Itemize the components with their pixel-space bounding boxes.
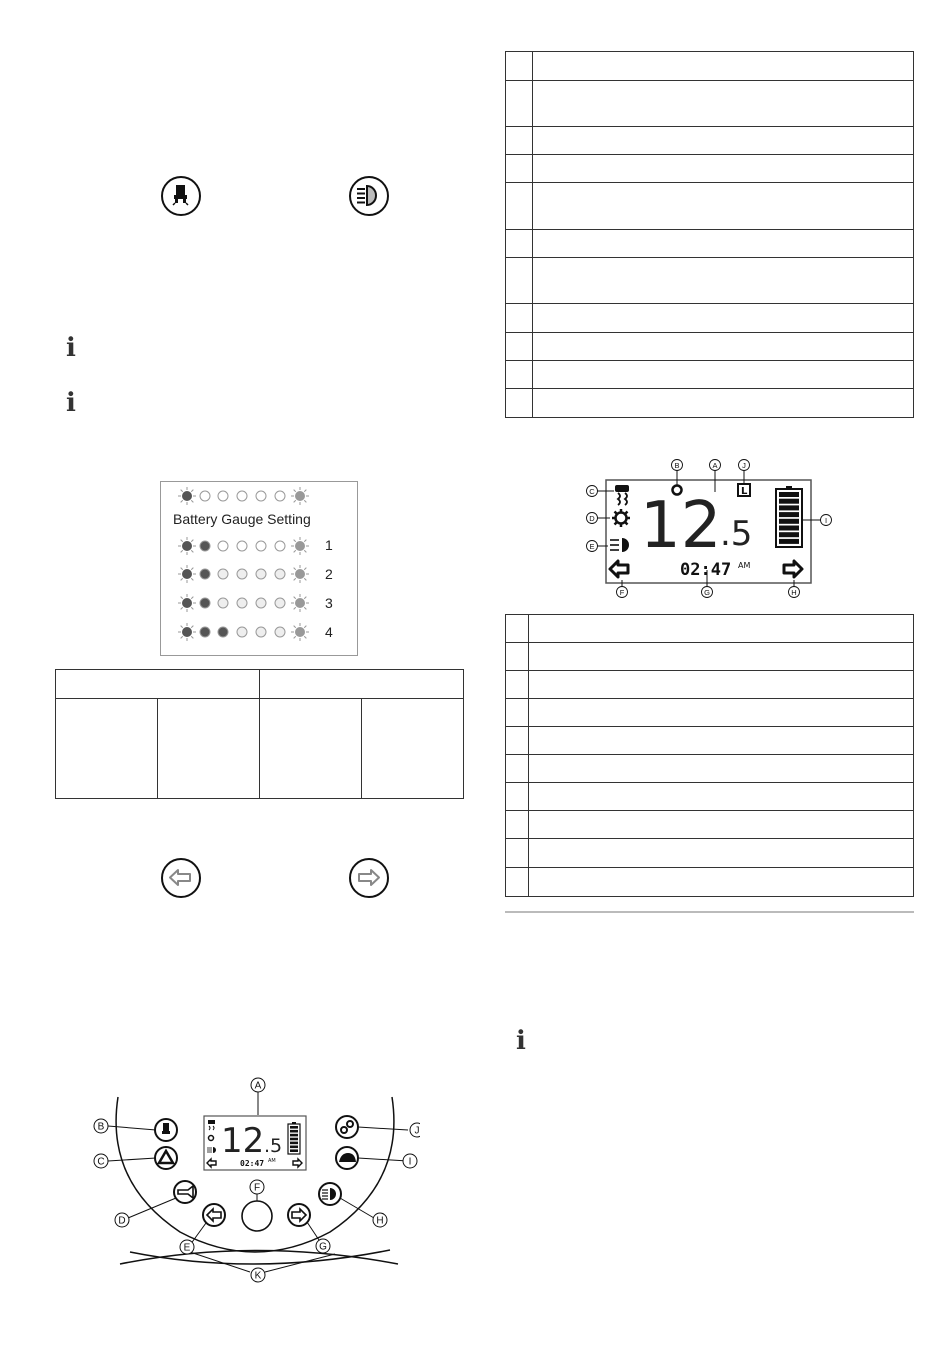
- gauge-led: [291, 623, 309, 641]
- table-cell: [529, 868, 914, 897]
- callout-label: C: [589, 487, 595, 496]
- callout-label: B: [674, 461, 680, 470]
- table-cell: [506, 183, 533, 230]
- seat-icon: [615, 485, 629, 505]
- table-cell: [260, 699, 362, 799]
- table-cell: [506, 304, 533, 333]
- gauge-led: [178, 565, 196, 583]
- gauge-led: [256, 569, 266, 579]
- panel-speed-decimal: .5: [264, 1135, 283, 1157]
- gauge-row-label: 2: [325, 566, 333, 582]
- seat-lift-icon: [163, 178, 198, 213]
- battery-bar: [779, 519, 799, 524]
- table-cell: [533, 304, 914, 333]
- table-cell: [506, 258, 533, 304]
- table-cell: [506, 155, 533, 183]
- table-cell: [529, 727, 914, 755]
- gauge-led: [256, 627, 266, 637]
- gauge-led: [218, 569, 228, 579]
- callout-label: K: [254, 1270, 262, 1282]
- left-arrow-icon: [207, 1159, 216, 1167]
- gauge-led: [256, 541, 266, 551]
- gauge-led: [218, 541, 228, 551]
- panel-speed-main: 12: [221, 1121, 265, 1161]
- table-cell: [533, 230, 914, 258]
- gauge-led: [237, 627, 247, 637]
- lcd-clock-suffix: AM: [738, 561, 751, 570]
- gauge-led: [237, 541, 247, 551]
- callout-label: C: [97, 1156, 105, 1168]
- table-cell: [533, 81, 914, 127]
- table-cell: [533, 258, 914, 304]
- headlight-indicator-icon: [610, 538, 629, 552]
- control-panel-diagram: [90, 1072, 420, 1312]
- right-arrow-icon: [784, 561, 802, 577]
- table-cell: [533, 127, 914, 155]
- table-cell: [529, 839, 914, 868]
- callout-label: D: [118, 1215, 126, 1227]
- turtle-button[interactable]: [336, 1147, 358, 1169]
- gauge-led: [200, 598, 210, 608]
- gauge-led: [291, 537, 309, 555]
- callout-label: F: [619, 588, 625, 597]
- battery-gauge-title: Battery Gauge Setting: [173, 511, 311, 527]
- callout-label: H: [376, 1215, 384, 1227]
- battery-bars: [290, 1126, 298, 1152]
- info-icon: ℹ: [66, 388, 76, 418]
- table-cell: [56, 699, 158, 799]
- battery-bar: [779, 539, 799, 544]
- headlight-button[interactable]: [319, 1183, 341, 1205]
- info-icon: ℹ: [66, 333, 76, 363]
- table-cell: [56, 670, 260, 699]
- callout-label: H: [791, 588, 797, 597]
- power-button[interactable]: [242, 1201, 272, 1231]
- gauge-led: [291, 487, 309, 505]
- right-arrow-button-icon: [349, 858, 389, 898]
- table-cell: [533, 333, 914, 361]
- horn-button[interactable]: [174, 1181, 196, 1203]
- table-cell: [506, 839, 529, 868]
- gauge-row-label: 3: [325, 595, 333, 611]
- gauge-led: [200, 569, 210, 579]
- table-cell: [529, 671, 914, 699]
- gauge-led: [237, 598, 247, 608]
- gauge-led: [200, 627, 210, 637]
- panel-screen-icons: [207, 1120, 216, 1153]
- table-cell: [260, 670, 464, 699]
- gauge-led: [275, 569, 285, 579]
- table-cell: [529, 755, 914, 783]
- table-cell: [533, 361, 914, 389]
- right-bottom-table: [505, 614, 914, 897]
- table-cell: [506, 127, 533, 155]
- gauge-led: [275, 598, 285, 608]
- lcd-clock: 02:47: [680, 560, 732, 580]
- callout-label: A: [712, 461, 718, 470]
- gauge-led: [178, 487, 196, 505]
- battery-bar: [779, 499, 799, 504]
- seat-lift-button-icon: [161, 176, 201, 216]
- right-arrow-button[interactable]: [288, 1204, 310, 1226]
- table-cell: [529, 783, 914, 811]
- battery-bar: [290, 1130, 298, 1133]
- left-arrow-icon: [163, 860, 198, 895]
- section-divider: [505, 911, 914, 913]
- gauge-led: [218, 627, 228, 637]
- gauge-led: [218, 491, 228, 501]
- gauge-led: [237, 569, 247, 579]
- callout-label: J: [742, 461, 746, 470]
- table-cell: [506, 333, 533, 361]
- seat-lift-button[interactable]: [155, 1119, 177, 1141]
- headlight-button-icon: [349, 176, 389, 216]
- lcd-speed-main: 12: [640, 489, 722, 563]
- left-settings-table: [55, 669, 464, 799]
- table-cell: [506, 361, 533, 389]
- table-cell: [506, 783, 529, 811]
- callout-label: I: [408, 1156, 412, 1168]
- table-cell: [529, 643, 914, 671]
- right-arrow-icon: [351, 860, 386, 895]
- gauge-led: [200, 541, 210, 551]
- battery-bars: [779, 492, 799, 544]
- callout-label: F: [253, 1182, 261, 1194]
- callout-label: E: [183, 1242, 191, 1254]
- table-cell: [362, 699, 464, 799]
- gauge-led: [237, 491, 247, 501]
- table-cell: [158, 699, 260, 799]
- table-cell: [506, 868, 529, 897]
- panel-clock: 02:47: [240, 1159, 265, 1168]
- battery-bar: [290, 1142, 298, 1145]
- gauge-led: [200, 491, 210, 501]
- table-cell: [506, 52, 533, 81]
- battery-gauge-setting-box: [160, 481, 358, 656]
- gauge-led: [291, 565, 309, 583]
- left-arrow-button-icon: [161, 858, 201, 898]
- headlight-icon: [351, 178, 386, 213]
- battery-bar: [290, 1149, 298, 1152]
- gauge-led: [275, 627, 285, 637]
- callout-label: I: [824, 516, 828, 525]
- battery-bar: [290, 1126, 298, 1129]
- table-cell: [506, 699, 529, 727]
- hazard-button[interactable]: [155, 1147, 177, 1169]
- table-cell: [529, 811, 914, 839]
- table-cell: [533, 52, 914, 81]
- gauge-row-label: 4: [325, 624, 333, 640]
- left-arrow-button[interactable]: [203, 1204, 225, 1226]
- gauge-led: [218, 598, 228, 608]
- gauge-led: [178, 537, 196, 555]
- gauge-led: [256, 598, 266, 608]
- gauge-led: [178, 594, 196, 612]
- table-cell: [533, 389, 914, 418]
- battery-bar: [290, 1138, 298, 1141]
- table-cell: [506, 230, 533, 258]
- table-cell: [529, 699, 914, 727]
- battery-bar: [779, 532, 799, 537]
- callout-label: A: [254, 1080, 262, 1092]
- table-cell: [506, 811, 529, 839]
- callout-label: G: [319, 1241, 327, 1253]
- table-cell: [529, 615, 914, 643]
- table-cell: [506, 389, 533, 418]
- gauge-led: [275, 541, 285, 551]
- battery-bar: [779, 505, 799, 510]
- table-cell: [533, 183, 914, 230]
- lcd-speed-decimal: .5: [720, 514, 753, 554]
- gear-icon: [612, 509, 630, 527]
- battery-bar: [779, 526, 799, 531]
- callout-label: E: [589, 542, 595, 551]
- battery-bar: [779, 492, 799, 497]
- lock-glyph: L: [741, 486, 748, 497]
- table-cell: [506, 615, 529, 643]
- info-icon: ℹ: [516, 1026, 526, 1056]
- callout-label: B: [97, 1121, 105, 1133]
- gauge-row-label: 1: [325, 537, 333, 553]
- gauge-led: [275, 491, 285, 501]
- settings-button[interactable]: [336, 1116, 358, 1138]
- gauge-led: [178, 623, 196, 641]
- table-cell: [506, 755, 529, 783]
- table-cell: [506, 81, 533, 127]
- right-top-table: [505, 51, 914, 418]
- panel-clock-suffix: AM: [268, 1158, 276, 1164]
- lcd-display-diagram: [580, 455, 840, 605]
- table-cell: [533, 155, 914, 183]
- battery-bar: [290, 1134, 298, 1137]
- table-cell: [506, 671, 529, 699]
- gauge-led: [291, 594, 309, 612]
- table-cell: [506, 643, 529, 671]
- callout-label: G: [704, 588, 710, 597]
- callout-label: J: [414, 1125, 420, 1137]
- right-arrow-icon: [293, 1159, 302, 1167]
- battery-bar: [290, 1146, 298, 1149]
- callout-label: D: [589, 514, 595, 523]
- table-cell: [506, 727, 529, 755]
- left-arrow-icon: [610, 561, 628, 577]
- gauge-led: [256, 491, 266, 501]
- seat-lift-icon: [163, 1123, 169, 1131]
- battery-bar: [779, 512, 799, 517]
